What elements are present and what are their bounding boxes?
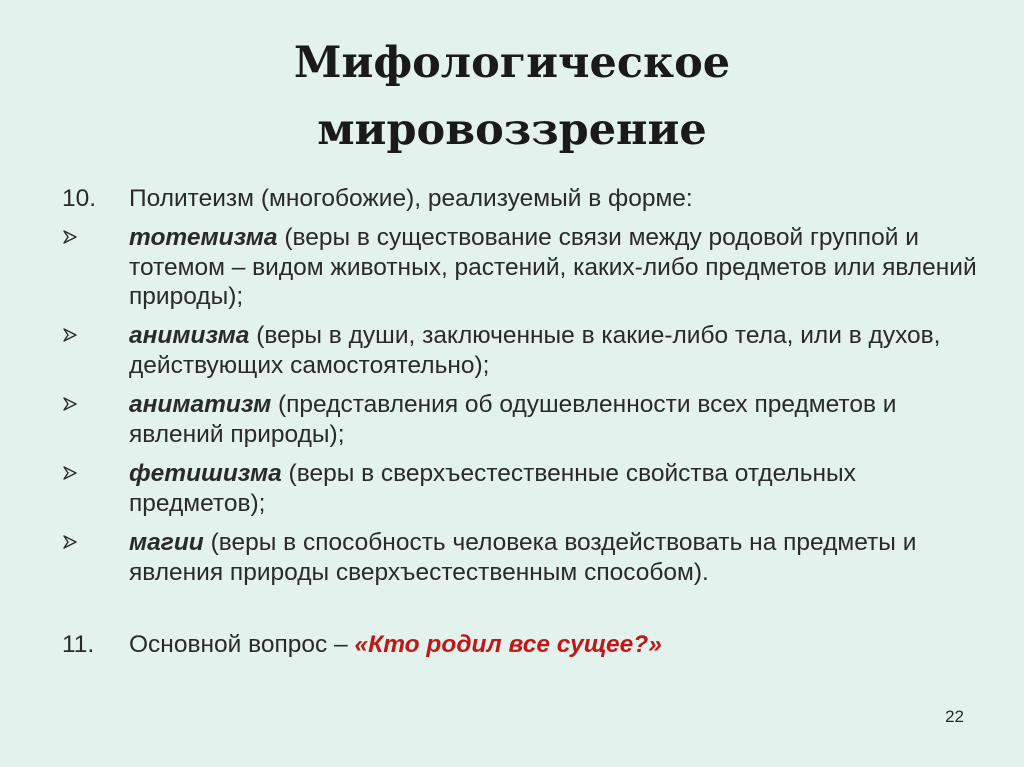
slide-title-line-1: Мифологическое <box>293 38 731 88</box>
bullet-item-text <box>129 321 979 380</box>
list-item-text <box>129 184 979 214</box>
arrowhead-bullet-icon <box>62 229 78 245</box>
term: тотемизма <box>129 224 278 251</box>
bullet-item-text <box>129 223 979 312</box>
term: фетишизма <box>129 460 282 487</box>
bullet-item-text <box>129 459 979 518</box>
term-description: (веры в сверхъестественные свойства отдельных предметов); <box>129 460 856 517</box>
list-number: 11. <box>62 631 95 658</box>
page-number: 22 <box>945 707 964 726</box>
term-description: (веры в способность человека воздействовать на предметы и явления природы сверхъестественным способом). <box>129 529 917 586</box>
list-number: 10. <box>62 185 97 212</box>
term-description: (представления об одушевленности всех предметов и явлений природы); <box>129 391 897 448</box>
term-description: (веры в существование связи между родовой группой и тотемом – видом животных, растений, каких-либо предметов или явлений природы); <box>129 224 977 310</box>
term: аниматизм <box>129 391 272 418</box>
key-question: «Кто родил все сущее?» <box>354 631 662 658</box>
term-description: (веры в души, заключенные в какие-либо тела, или в духов, действующих самостоятельно); <box>129 322 941 379</box>
arrowhead-bullet-icon <box>62 396 78 412</box>
arrowhead-bullet-icon <box>62 465 78 481</box>
item-text: Основной вопрос – <box>129 631 355 658</box>
item-text: Политеизм (многобожие), реализуемый в форме: <box>129 185 693 212</box>
bullet-item-text <box>129 528 979 587</box>
bullet-item-text <box>129 390 979 449</box>
arrowhead-bullet-icon <box>62 534 78 550</box>
term: анимизма <box>129 322 250 349</box>
list-item-text <box>129 630 979 660</box>
arrowhead-bullet-icon <box>62 327 78 343</box>
slide-title-line-2: мировоззрение <box>317 105 707 155</box>
term: магии <box>129 529 204 556</box>
